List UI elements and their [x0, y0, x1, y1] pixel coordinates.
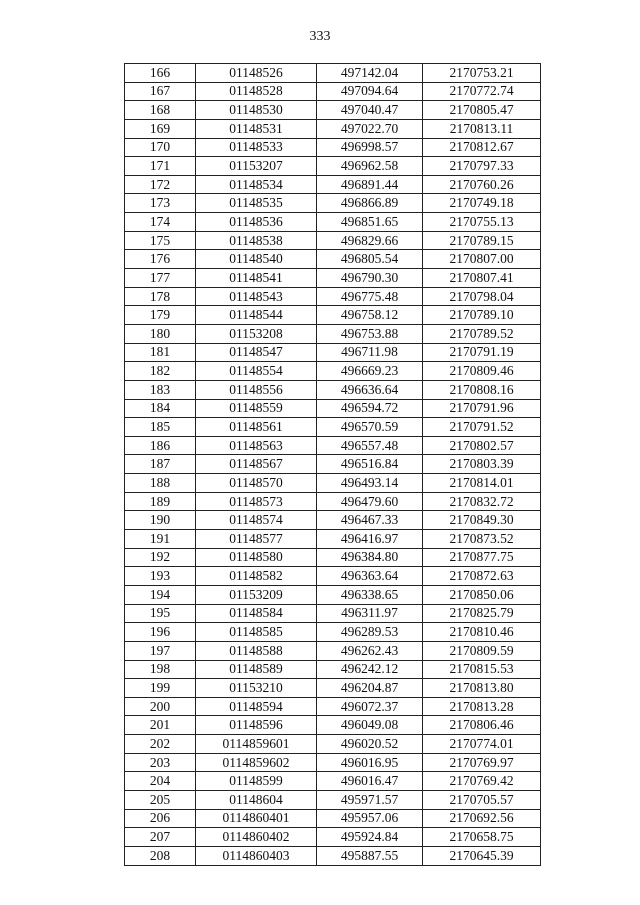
x-coordinate-cell: 496467.33	[317, 511, 423, 530]
row-index-cell: 205	[125, 790, 196, 809]
table-row	[125, 492, 541, 511]
table-row	[125, 436, 541, 455]
coordinate-table-container	[124, 63, 540, 866]
point-id-cell: 01148544	[196, 306, 317, 325]
point-id-cell: 01148554	[196, 362, 317, 381]
y-coordinate-cell: 2170789.15	[423, 231, 541, 250]
point-id-cell: 01148538	[196, 231, 317, 250]
y-coordinate-cell: 2170755.13	[423, 213, 541, 232]
y-coordinate-cell: 2170774.01	[423, 735, 541, 754]
x-coordinate-cell: 496416.97	[317, 530, 423, 549]
point-id-cell: 01153207	[196, 157, 317, 176]
table-row	[125, 157, 541, 176]
row-index-cell: 179	[125, 306, 196, 325]
row-index-cell: 204	[125, 772, 196, 791]
table-row	[125, 772, 541, 791]
point-id-cell: 01148535	[196, 194, 317, 213]
y-coordinate-cell: 2170813.80	[423, 679, 541, 698]
table-row	[125, 175, 541, 194]
y-coordinate-cell: 2170850.06	[423, 585, 541, 604]
row-index-cell: 208	[125, 846, 196, 865]
row-index-cell: 191	[125, 530, 196, 549]
y-coordinate-cell: 2170753.21	[423, 64, 541, 83]
table-row	[125, 64, 541, 83]
x-coordinate-cell: 496311.97	[317, 604, 423, 623]
row-index-cell: 175	[125, 231, 196, 250]
row-index-cell: 167	[125, 82, 196, 101]
row-index-cell: 177	[125, 269, 196, 288]
point-id-cell: 01148530	[196, 101, 317, 120]
row-index-cell: 170	[125, 138, 196, 157]
y-coordinate-cell: 2170803.39	[423, 455, 541, 474]
x-coordinate-cell: 496493.14	[317, 474, 423, 493]
table-row	[125, 138, 541, 157]
table-row	[125, 623, 541, 642]
y-coordinate-cell: 2170812.67	[423, 138, 541, 157]
table-row	[125, 846, 541, 865]
point-id-cell: 01148584	[196, 604, 317, 623]
row-index-cell: 195	[125, 604, 196, 623]
point-id-cell: 01148536	[196, 213, 317, 232]
table-row	[125, 660, 541, 679]
row-index-cell: 190	[125, 511, 196, 530]
row-index-cell: 206	[125, 809, 196, 828]
y-coordinate-cell: 2170797.33	[423, 157, 541, 176]
y-coordinate-cell: 2170798.04	[423, 287, 541, 306]
y-coordinate-cell: 2170809.46	[423, 362, 541, 381]
point-id-cell: 01148526	[196, 64, 317, 83]
y-coordinate-cell: 2170810.46	[423, 623, 541, 642]
x-coordinate-cell: 496516.84	[317, 455, 423, 474]
point-id-cell: 01148540	[196, 250, 317, 269]
table-row	[125, 194, 541, 213]
x-coordinate-cell: 496016.95	[317, 753, 423, 772]
table-row	[125, 455, 541, 474]
x-coordinate-cell: 496758.12	[317, 306, 423, 325]
point-id-cell: 01148588	[196, 641, 317, 660]
row-index-cell: 184	[125, 399, 196, 418]
table-row	[125, 119, 541, 138]
row-index-cell: 193	[125, 567, 196, 586]
point-id-cell: 01148599	[196, 772, 317, 791]
table-row	[125, 380, 541, 399]
y-coordinate-cell: 2170645.39	[423, 846, 541, 865]
table-row	[125, 343, 541, 362]
point-id-cell: 0114860403	[196, 846, 317, 865]
table-row	[125, 530, 541, 549]
y-coordinate-cell: 2170813.11	[423, 119, 541, 138]
x-coordinate-cell: 496775.48	[317, 287, 423, 306]
point-id-cell: 01148577	[196, 530, 317, 549]
x-coordinate-cell: 496805.54	[317, 250, 423, 269]
point-id-cell: 01148559	[196, 399, 317, 418]
y-coordinate-cell: 2170791.96	[423, 399, 541, 418]
point-id-cell: 01148582	[196, 567, 317, 586]
x-coordinate-cell: 496479.60	[317, 492, 423, 511]
x-coordinate-cell: 496557.48	[317, 436, 423, 455]
x-coordinate-cell: 496753.88	[317, 324, 423, 343]
y-coordinate-cell: 2170808.16	[423, 380, 541, 399]
x-coordinate-cell: 496851.65	[317, 213, 423, 232]
row-index-cell: 187	[125, 455, 196, 474]
x-coordinate-cell: 495957.06	[317, 809, 423, 828]
x-coordinate-cell: 496829.66	[317, 231, 423, 250]
row-index-cell: 185	[125, 418, 196, 437]
point-id-cell: 0114859601	[196, 735, 317, 754]
row-index-cell: 200	[125, 697, 196, 716]
row-index-cell: 199	[125, 679, 196, 698]
point-id-cell: 0114860402	[196, 828, 317, 847]
row-index-cell: 202	[125, 735, 196, 754]
table-row	[125, 585, 541, 604]
point-id-cell: 01148531	[196, 119, 317, 138]
table-row	[125, 250, 541, 269]
table-row	[125, 511, 541, 530]
x-coordinate-cell: 496570.59	[317, 418, 423, 437]
y-coordinate-cell: 2170806.46	[423, 716, 541, 735]
row-index-cell: 182	[125, 362, 196, 381]
row-index-cell: 176	[125, 250, 196, 269]
x-coordinate-cell: 496790.30	[317, 269, 423, 288]
row-index-cell: 181	[125, 343, 196, 362]
x-coordinate-cell: 496866.89	[317, 194, 423, 213]
x-coordinate-cell: 496363.64	[317, 567, 423, 586]
y-coordinate-cell: 2170809.59	[423, 641, 541, 660]
y-coordinate-cell: 2170807.00	[423, 250, 541, 269]
x-coordinate-cell: 496262.43	[317, 641, 423, 660]
point-id-cell: 01148594	[196, 697, 317, 716]
point-id-cell: 01148563	[196, 436, 317, 455]
table-row	[125, 213, 541, 232]
x-coordinate-cell: 496962.58	[317, 157, 423, 176]
point-id-cell: 01148533	[196, 138, 317, 157]
table-row	[125, 362, 541, 381]
x-coordinate-cell: 495971.57	[317, 790, 423, 809]
point-id-cell: 01148541	[196, 269, 317, 288]
row-index-cell: 188	[125, 474, 196, 493]
point-id-cell: 01148534	[196, 175, 317, 194]
y-coordinate-cell: 2170805.47	[423, 101, 541, 120]
row-index-cell: 207	[125, 828, 196, 847]
row-index-cell: 196	[125, 623, 196, 642]
point-id-cell: 0114860401	[196, 809, 317, 828]
row-index-cell: 189	[125, 492, 196, 511]
table-row	[125, 231, 541, 250]
y-coordinate-cell: 2170832.72	[423, 492, 541, 511]
table-row	[125, 809, 541, 828]
y-coordinate-cell: 2170760.26	[423, 175, 541, 194]
coordinate-table	[124, 63, 541, 866]
y-coordinate-cell: 2170769.97	[423, 753, 541, 772]
x-coordinate-cell: 496711.98	[317, 343, 423, 362]
x-coordinate-cell: 496636.64	[317, 380, 423, 399]
point-id-cell: 01148547	[196, 343, 317, 362]
x-coordinate-cell: 496998.57	[317, 138, 423, 157]
y-coordinate-cell: 2170769.42	[423, 772, 541, 791]
row-index-cell: 198	[125, 660, 196, 679]
table-row	[125, 101, 541, 120]
row-index-cell: 172	[125, 175, 196, 194]
x-coordinate-cell: 495924.84	[317, 828, 423, 847]
y-coordinate-cell: 2170825.79	[423, 604, 541, 623]
y-coordinate-cell: 2170705.57	[423, 790, 541, 809]
table-row	[125, 790, 541, 809]
point-id-cell: 01148528	[196, 82, 317, 101]
row-index-cell: 186	[125, 436, 196, 455]
x-coordinate-cell: 496669.23	[317, 362, 423, 381]
x-coordinate-cell: 496072.37	[317, 697, 423, 716]
row-index-cell: 183	[125, 380, 196, 399]
y-coordinate-cell: 2170815.53	[423, 660, 541, 679]
table-row	[125, 716, 541, 735]
point-id-cell: 0114859602	[196, 753, 317, 772]
y-coordinate-cell: 2170849.30	[423, 511, 541, 530]
row-index-cell: 169	[125, 119, 196, 138]
row-index-cell: 174	[125, 213, 196, 232]
table-row	[125, 418, 541, 437]
coordinate-table-body	[125, 64, 541, 866]
y-coordinate-cell: 2170873.52	[423, 530, 541, 549]
y-coordinate-cell: 2170789.10	[423, 306, 541, 325]
table-row	[125, 269, 541, 288]
table-row	[125, 324, 541, 343]
row-index-cell: 173	[125, 194, 196, 213]
point-id-cell: 01148573	[196, 492, 317, 511]
y-coordinate-cell: 2170814.01	[423, 474, 541, 493]
y-coordinate-cell: 2170789.52	[423, 324, 541, 343]
x-coordinate-cell: 497142.04	[317, 64, 423, 83]
point-id-cell: 01148556	[196, 380, 317, 399]
point-id-cell: 01148596	[196, 716, 317, 735]
x-coordinate-cell: 496384.80	[317, 548, 423, 567]
point-id-cell: 01148574	[196, 511, 317, 530]
table-row	[125, 735, 541, 754]
table-row	[125, 306, 541, 325]
x-coordinate-cell: 497094.64	[317, 82, 423, 101]
row-index-cell: 192	[125, 548, 196, 567]
point-id-cell: 01148604	[196, 790, 317, 809]
table-row	[125, 474, 541, 493]
row-index-cell: 171	[125, 157, 196, 176]
y-coordinate-cell: 2170791.19	[423, 343, 541, 362]
row-index-cell: 178	[125, 287, 196, 306]
table-row	[125, 567, 541, 586]
table-row	[125, 679, 541, 698]
point-id-cell: 01153210	[196, 679, 317, 698]
x-coordinate-cell: 495887.55	[317, 846, 423, 865]
table-row	[125, 641, 541, 660]
row-index-cell: 201	[125, 716, 196, 735]
row-index-cell: 203	[125, 753, 196, 772]
table-row	[125, 548, 541, 567]
row-index-cell: 180	[125, 324, 196, 343]
y-coordinate-cell: 2170772.74	[423, 82, 541, 101]
y-coordinate-cell: 2170802.57	[423, 436, 541, 455]
y-coordinate-cell: 2170658.75	[423, 828, 541, 847]
row-index-cell: 197	[125, 641, 196, 660]
y-coordinate-cell: 2170692.56	[423, 809, 541, 828]
x-coordinate-cell: 496016.47	[317, 772, 423, 791]
table-row	[125, 82, 541, 101]
point-id-cell: 01153209	[196, 585, 317, 604]
y-coordinate-cell: 2170872.63	[423, 567, 541, 586]
table-row	[125, 828, 541, 847]
point-id-cell: 01148561	[196, 418, 317, 437]
point-id-cell: 01148543	[196, 287, 317, 306]
row-index-cell: 194	[125, 585, 196, 604]
table-row	[125, 753, 541, 772]
y-coordinate-cell: 2170791.52	[423, 418, 541, 437]
y-coordinate-cell: 2170877.75	[423, 548, 541, 567]
x-coordinate-cell: 496891.44	[317, 175, 423, 194]
point-id-cell: 01148570	[196, 474, 317, 493]
y-coordinate-cell: 2170813.28	[423, 697, 541, 716]
point-id-cell: 01148567	[196, 455, 317, 474]
x-coordinate-cell: 497040.47	[317, 101, 423, 120]
point-id-cell: 01148580	[196, 548, 317, 567]
x-coordinate-cell: 496049.08	[317, 716, 423, 735]
y-coordinate-cell: 2170749.18	[423, 194, 541, 213]
table-row	[125, 697, 541, 716]
x-coordinate-cell: 496338.65	[317, 585, 423, 604]
point-id-cell: 01148589	[196, 660, 317, 679]
table-row	[125, 604, 541, 623]
x-coordinate-cell: 496242.12	[317, 660, 423, 679]
y-coordinate-cell: 2170807.41	[423, 269, 541, 288]
page-number: 333	[309, 29, 331, 44]
x-coordinate-cell: 496289.53	[317, 623, 423, 642]
x-coordinate-cell: 497022.70	[317, 119, 423, 138]
row-index-cell: 168	[125, 101, 196, 120]
x-coordinate-cell: 496204.87	[317, 679, 423, 698]
table-row	[125, 399, 541, 418]
row-index-cell: 166	[125, 64, 196, 83]
point-id-cell: 01148585	[196, 623, 317, 642]
table-row	[125, 287, 541, 306]
x-coordinate-cell: 496594.72	[317, 399, 423, 418]
x-coordinate-cell: 496020.52	[317, 735, 423, 754]
point-id-cell: 01153208	[196, 324, 317, 343]
